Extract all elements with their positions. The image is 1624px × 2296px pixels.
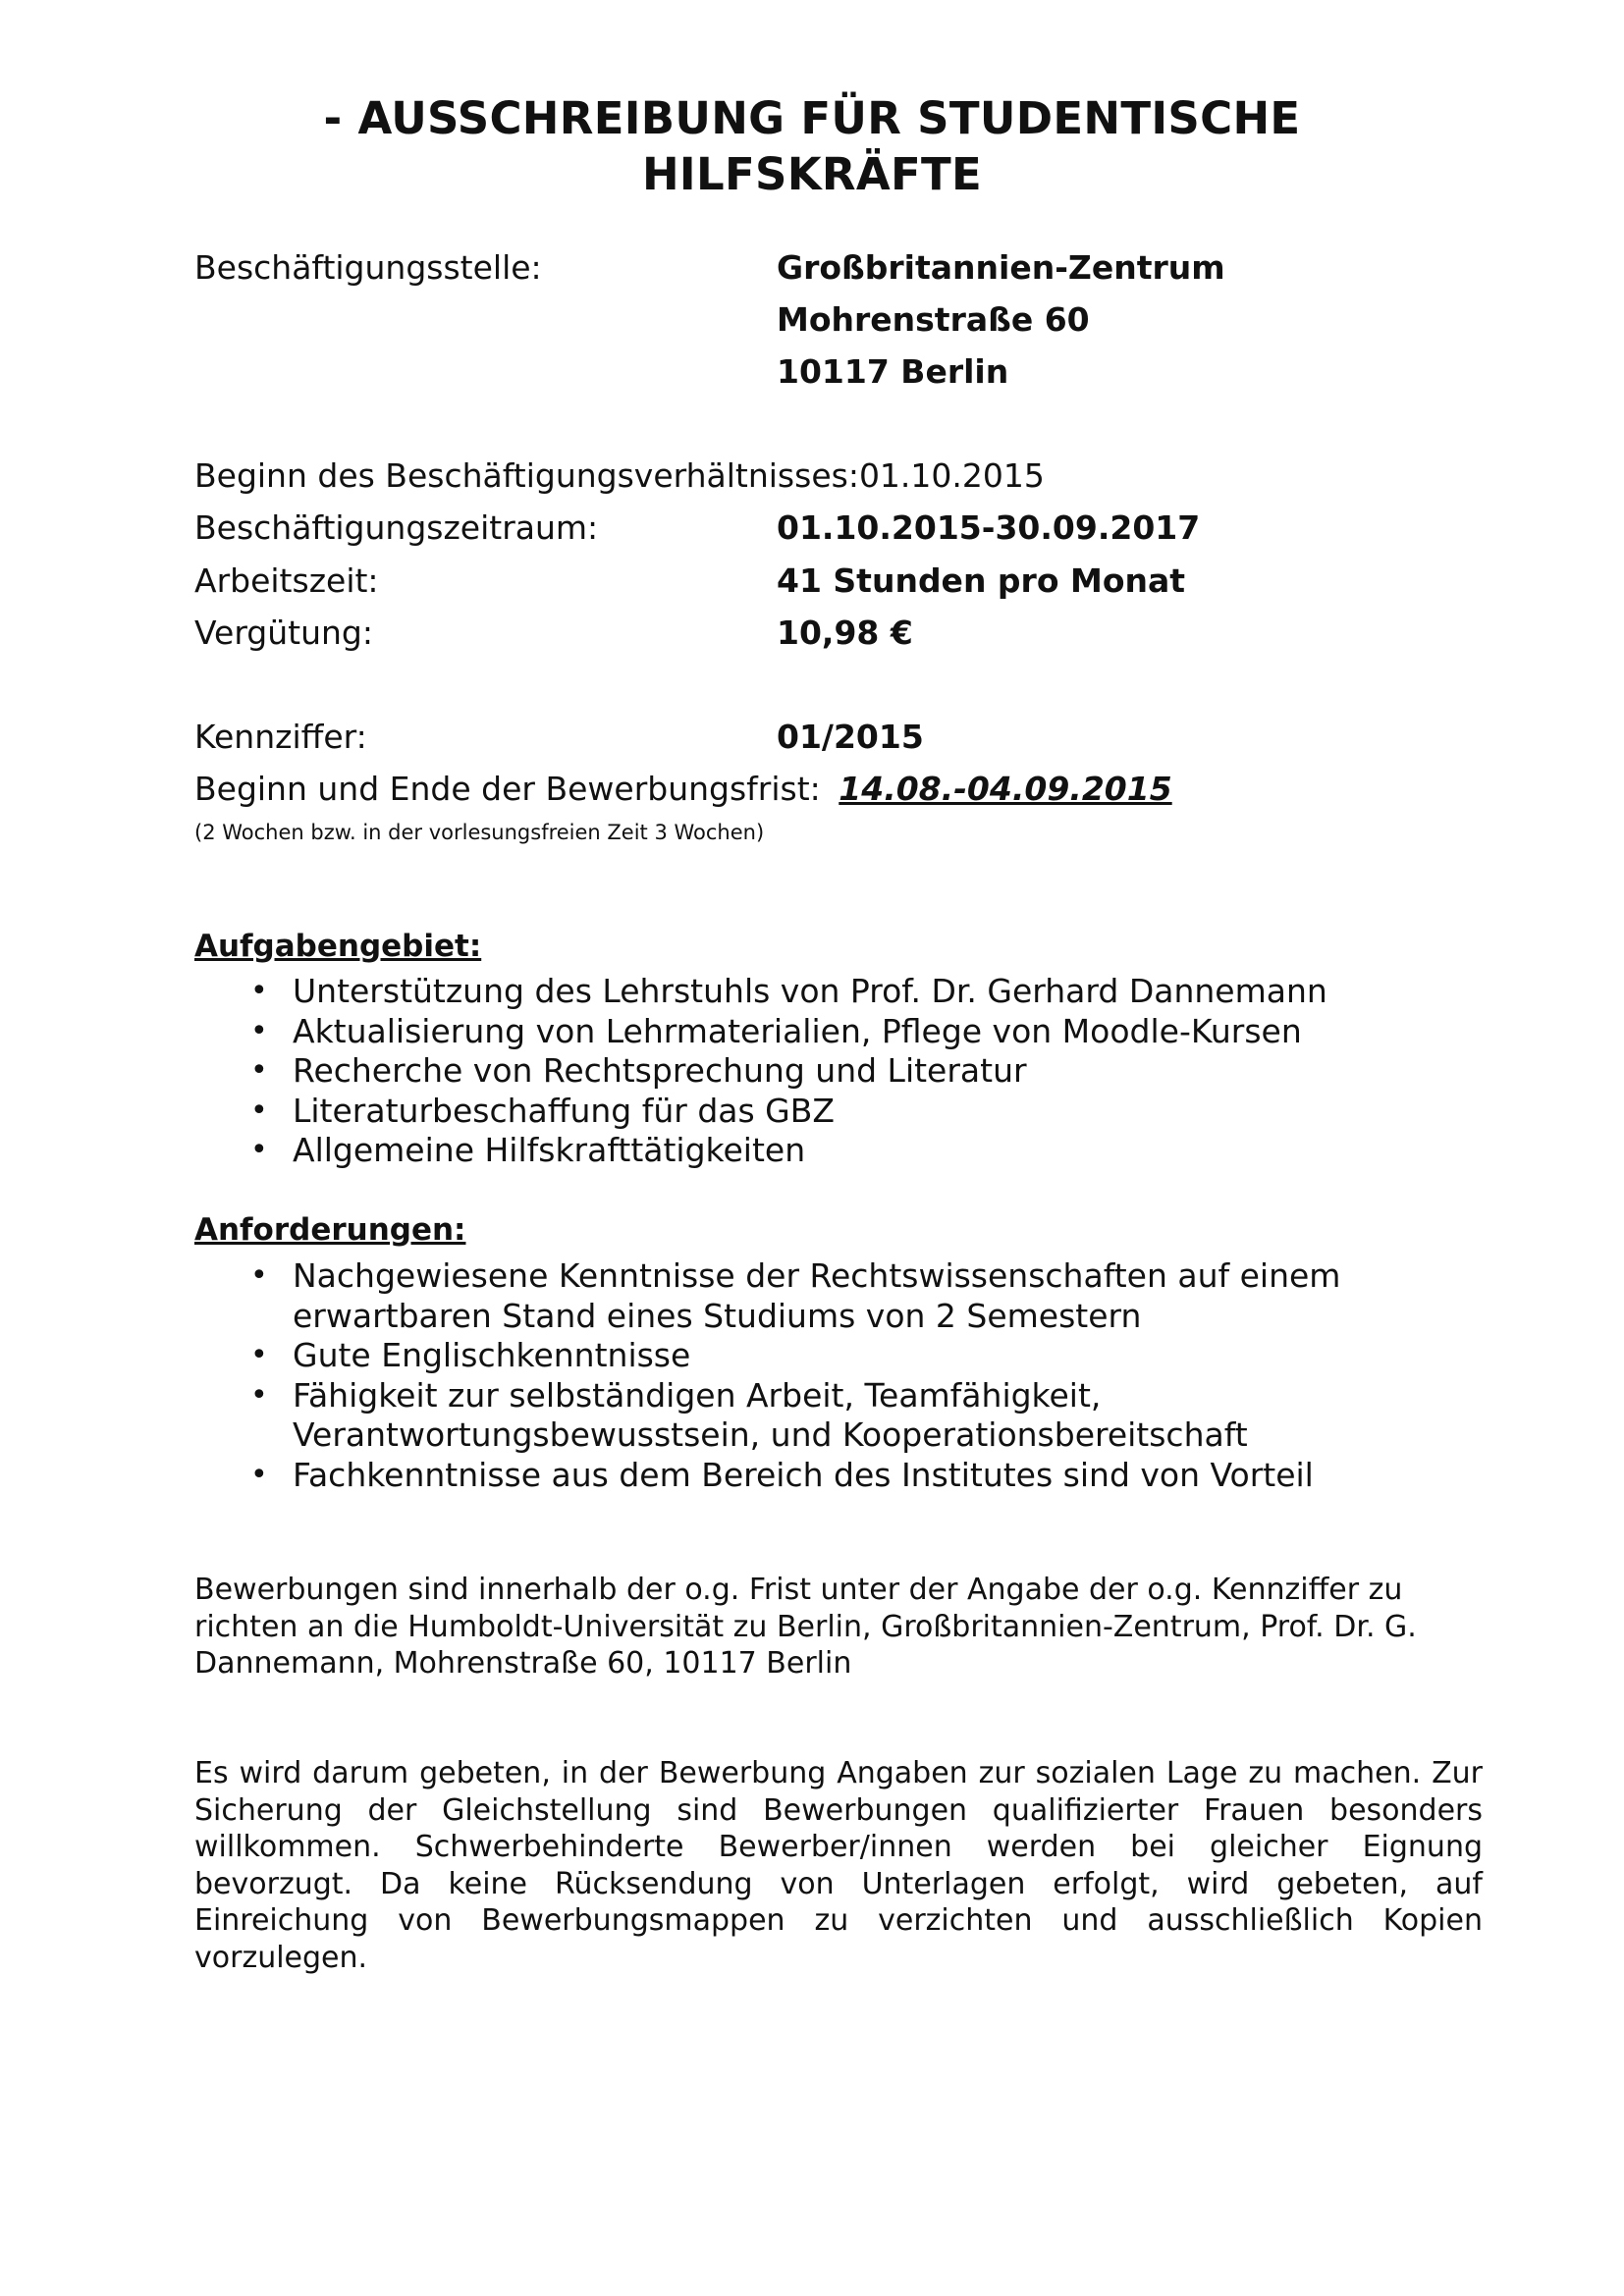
bullet-icon: •	[250, 1053, 268, 1088]
bullet-icon: •	[250, 1258, 268, 1293]
employer-label: Beschäftigungsstelle:	[194, 248, 542, 287]
bullet-icon: •	[250, 1377, 268, 1413]
list-item: • Gute Englischkenntnisse	[250, 1336, 691, 1374]
list-item: • Literaturbeschaffung für das GBZ	[250, 1091, 835, 1130]
bullet-icon: •	[250, 1338, 268, 1372]
deadline-note: (2 Wochen bzw. in der vorlesungsfreien Zeit 3 Wochen)	[194, 821, 765, 844]
list-item: • Unterstützung des Lehrstuhls von Prof. Dr. Gerhard Dannemann	[250, 972, 1327, 1010]
application-paragraph: Bewerbungen sind innerhalb der o.g. Frist unter der Angabe der o.g. Kennziffer zu richten an die Humboldt-Universität zu Berlin, Großbritannien-Zentrum, Prof. Dr. G. Dannemann, Mohrenstraße 60, 10117 Berlin	[194, 1573, 1417, 1681]
pay-value: 10,98 €	[777, 614, 913, 652]
title-line-1: - AUSSCHREIBUNG FÜR STUDENTISCHE	[323, 92, 1301, 144]
requirements-list	[0, 1256, 1340, 1495]
pay-label: Vergütung:	[194, 614, 373, 652]
employer-row	[194, 248, 1225, 287]
start-label: Beginn des Beschäftigungsverhältnisses:	[194, 456, 859, 495]
reference-label: Kennziffer:	[194, 718, 367, 756]
pay-row	[194, 614, 913, 652]
employer-street: Mohrenstraße 60	[777, 300, 1090, 339]
employer-city: 10117 Berlin	[777, 352, 1009, 391]
bullet-icon: •	[250, 974, 268, 1008]
period-value: 01.10.2015-30.09.2017	[777, 508, 1201, 547]
list-item: • Recherche von Rechtsprechung und Literatur	[250, 1051, 1027, 1090]
tasks-list	[0, 972, 1327, 1171]
reference-value: 01/2015	[777, 718, 924, 756]
reference-row	[194, 718, 924, 756]
hours-row	[194, 561, 1186, 600]
list-item: • Fähigkeit zur selbständigen Arbeit, Teamfähigkeit, Verantwortungsbewusstsein, und Kooperationsbereitschaft	[250, 1375, 1248, 1454]
start-row	[194, 456, 1045, 495]
hours-label: Arbeitszeit:	[194, 561, 379, 600]
deadline-row	[194, 770, 1172, 808]
period-row	[194, 508, 1201, 547]
period-label: Beschäftigungszeitraum:	[194, 508, 599, 547]
document-title	[0, 90, 1624, 202]
bullet-icon: •	[250, 1013, 268, 1048]
bullet-icon: •	[250, 1133, 268, 1167]
requirements-heading: Anforderungen:	[194, 1212, 466, 1248]
start-value: 01.10.2015	[858, 456, 1045, 495]
title-line-2: HILFSKRÄFTE	[641, 148, 983, 200]
deadline-label: Beginn und Ende der Bewerbungsfrist:	[194, 770, 821, 808]
deadline-value: 14.08.-04.09.2015	[839, 770, 1172, 808]
employer-name: Großbritannien-Zentrum	[777, 248, 1225, 287]
bullet-icon: •	[250, 1093, 268, 1128]
tasks-heading: Aufgabengebiet:	[194, 929, 482, 964]
list-item: • Aktualisierung von Lehrmaterialien, Pflege von Moodle-Kursen	[250, 1011, 1302, 1050]
bullet-icon: •	[250, 1457, 268, 1492]
hours-value: 41 Stunden pro Monat	[777, 561, 1186, 600]
list-item: • Allgemeine Hilfskrafttätigkeiten	[250, 1131, 806, 1169]
list-item: • Nachgewiesene Kenntnisse der Rechtswissenschaften auf einem erwartbaren Stand eines Studiums von 2 Semestern	[250, 1256, 1341, 1335]
list-item: • Fachkenntnisse aus dem Bereich des Institutes sind von Vorteil	[250, 1455, 1314, 1494]
closing-paragraph: Es wird darum gebeten, in der Bewerbung Angaben zur sozialen Lage zu machen. Zur Sicherung der Gleichstellung sind Bewerbungen qualifizierter Frauen besonders willkommen. Schwerbehinderte Bewerber/innen werden bei gleicher Eignung bevorzugt. Da keine Rücksendung von Unterlagen erfolgt, wird gebeten, auf Einreichung von Bewerbungsmappen zu verzichten und ausschließlich Kopien vorzulegen.	[194, 1756, 1483, 1975]
